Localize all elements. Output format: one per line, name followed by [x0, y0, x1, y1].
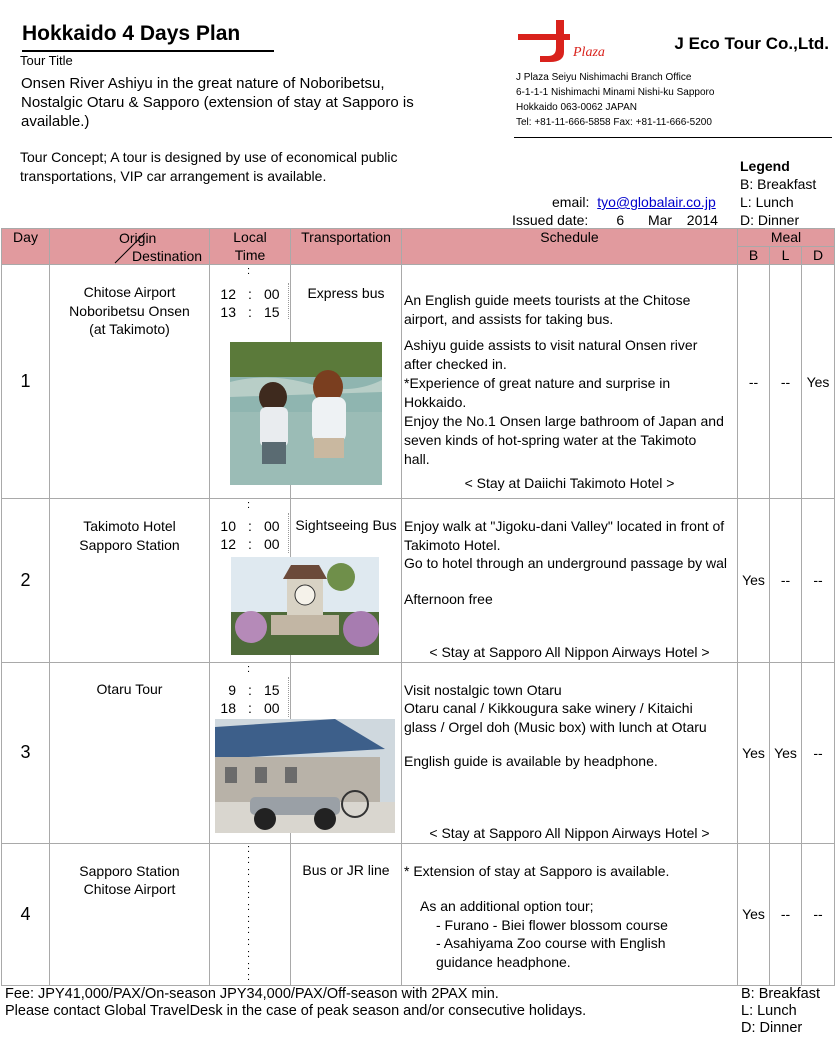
meal-b: Yes: [738, 662, 770, 843]
day-number: 1: [2, 265, 50, 499]
meal-l: --: [770, 843, 802, 985]
footer-notes: Fee: JPY41,000/PAX/On-season JPY34,000/PAX/Off-season with 2PAX min. Please contact Global TravelDesk in the case of peak season and/or consecutive holidays.: [5, 986, 587, 1019]
company-logo: [518, 20, 613, 62]
local-time: : 9 : 15 18 : 00: [210, 662, 291, 843]
table-row: [2, 662, 835, 843]
meal-l: --: [770, 499, 802, 663]
meal-l: --: [770, 265, 802, 499]
table-row: [2, 499, 835, 663]
clock-tower-photo: [231, 557, 379, 655]
day-number: 4: [2, 843, 50, 985]
transportation: Express bus: [291, 265, 402, 499]
places: Chitose Airport Noboribetsu Onsen (at Takimoto): [50, 265, 210, 499]
transportation: Bus or JR line: [291, 843, 402, 985]
email-line: email: tyo@globalair.co.jp: [552, 194, 716, 210]
transportation: Sightseeing Bus: [291, 499, 402, 663]
tour-title-label: Tour Title: [20, 53, 73, 68]
header-divider: [514, 137, 832, 138]
company-name: J Eco Tour Co.,Ltd.: [674, 34, 829, 53]
header-meal: Meal: [738, 229, 835, 247]
schedule: Enjoy walk at "Jigoku-dani Valley" located in front of Takimoto Hotel. Go to hotel through an underground passage by wal Afternoon free < Stay at Sapporo All Nippon Airways Hotel >: [402, 499, 738, 663]
meal-b: Yes: [738, 499, 770, 663]
header-meal-l: L: [770, 247, 802, 265]
header-local: Local: [210, 229, 291, 247]
onsen-photo: [230, 342, 382, 485]
places: Takimoto Hotel Sapporo Station: [50, 499, 210, 663]
schedule: An English guide meets tourists at the Chitose airport, and assists for taking bus. Ashiyu guide assists to visit natural Onsen river after checked in. *Experience of great nature and surprise in Hokkaido. Enjoy the No.1 Onsen large bathroom of Japan and seven kinds of hot-spring water at the Takimoto hall. < Stay at Daiichi Takimoto Hotel >: [402, 265, 738, 499]
company-address: J Plaza Seiyu Nishimachi Branch Office 6-1-1-1 Nishimachi Minami Nishi-ku Sapporo Hokkaido 063-0062 JAPAN Tel: +81-11-666-5858 Fax: +81-11-666-5200: [516, 72, 715, 128]
local-time: : 12 : 00 13 : 15: [210, 265, 291, 499]
email-link[interactable]: tyo@globalair.co.jp: [597, 194, 716, 210]
meal-d: --: [802, 662, 835, 843]
local-time: : 10 : 00 12 : 00: [210, 499, 291, 663]
issued-date: Issued date: 6 Mar 2014: [512, 212, 718, 228]
legend: Legend B: Breakfast L: Lunch D: Dinner: [740, 158, 817, 228]
header-day: Day: [2, 229, 50, 265]
header-meal-d: D: [802, 247, 835, 265]
header-schedule: Schedule: [402, 229, 738, 265]
otaru-photo: [215, 719, 395, 833]
tour-title: Onsen River Ashiyu in the great nature of Noboribetsu, Nostalgic Otaru & Sapporo (extension of stay at Sapporo is available.): [21, 75, 414, 130]
schedule: * Extension of stay at Sapporo is available. As an additional option tour; - Furano - Biei flower blossom course - Asahiyama Zoo course with English guidance headphone.: [402, 843, 738, 985]
header-origin-destination: Origin Destination: [50, 229, 210, 265]
page-title: Hokkaido 4 Days Plan: [22, 22, 274, 52]
svg-text:Plaza: Plaza: [573, 45, 605, 60]
day-number: 3: [2, 662, 50, 843]
meal-d: --: [802, 843, 835, 985]
schedule: Visit nostalgic town Otaru Otaru canal / Kikkougura sake winery / Kitaichi glass / Orgel doh (Music box) with lunch at Otaru English guide is available by headphone. < Stay at Sapporo All Nippon Airways Hotel >: [402, 662, 738, 843]
table-row: [2, 843, 835, 985]
header-transportation: Transportation: [291, 229, 402, 265]
itinerary-table: [1, 228, 835, 986]
meal-b: Yes: [738, 843, 770, 985]
header-meal-b: B: [738, 247, 770, 265]
table-row: [2, 265, 835, 499]
places: Sapporo Station Chitose Airport: [50, 843, 210, 985]
local-time: : : : : : : : : : : : :: [210, 843, 291, 985]
meal-l: Yes: [770, 662, 802, 843]
meal-b: --: [738, 265, 770, 499]
footer-legend: B: Breakfast L: Lunch D: Dinner: [741, 986, 820, 1036]
meal-d: Yes: [802, 265, 835, 499]
header-time: Time: [210, 247, 291, 265]
tour-concept: Tour Concept; A tour is designed by use of economical public transportations, VIP car arrangement is available.: [20, 149, 398, 184]
meal-d: --: [802, 499, 835, 663]
day-number: 2: [2, 499, 50, 663]
places: Otaru Tour: [50, 662, 210, 843]
